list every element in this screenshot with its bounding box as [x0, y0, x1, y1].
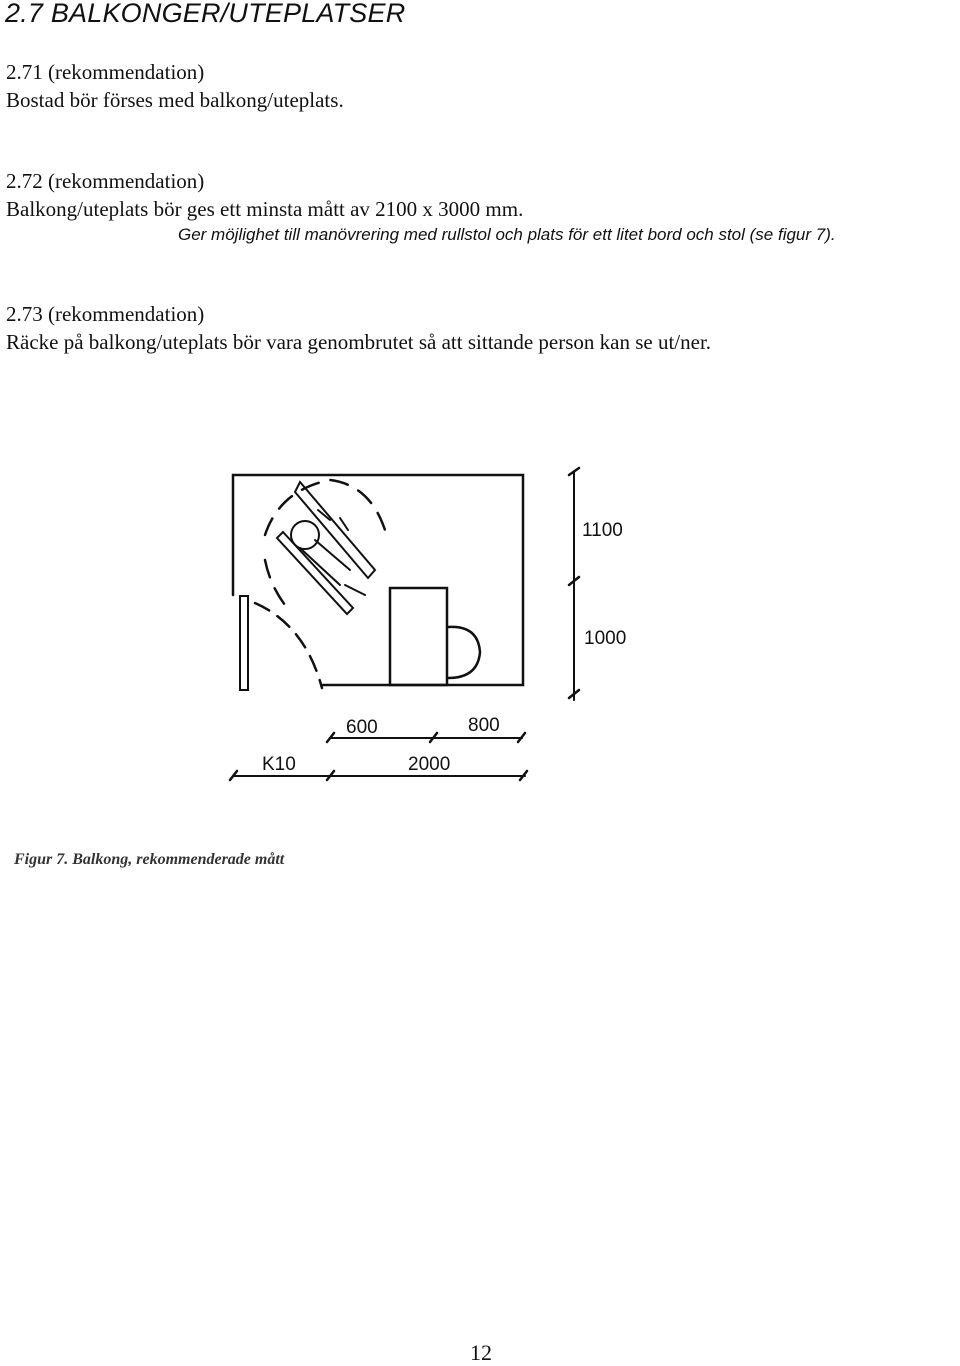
dim-label-2000: 2000 — [408, 754, 451, 775]
item-note: Ger möjlighet till manövrering med rullstol och plats för ett litet bord och stol (se figur 7). — [178, 225, 836, 244]
item-text: Balkong/uteplats bör ges ett minsta mått av 2100 x 3000 mm. — [6, 197, 524, 221]
item-2-73 — [6, 300, 711, 356]
section-heading: 2.7 BALKONGER/UTEPLATSER — [5, 0, 406, 28]
dim-label-800: 800 — [468, 715, 500, 736]
door-swing-arc — [255, 603, 322, 688]
figure-caption: Figur 7. Balkong, rekommenderade mått — [14, 851, 285, 868]
door-leaf — [240, 596, 248, 690]
balcony-plan-figure — [0, 420, 960, 900]
wheelchair-icon — [277, 482, 375, 614]
dim-label-1000: 1000 — [584, 628, 627, 649]
table — [390, 588, 447, 685]
turning-circle — [265, 480, 385, 605]
dim-label-1100: 1100 — [582, 520, 623, 541]
item-number: 2.73 (rekommendation) — [6, 302, 205, 326]
dim-label-k10: K10 — [262, 754, 296, 775]
dim-label-600: 600 — [346, 717, 378, 738]
page-number: 12 — [470, 1340, 492, 1365]
chair — [448, 627, 480, 678]
item-text: Bostad bör förses med balkong/uteplats. — [6, 88, 344, 112]
item-2-72 — [6, 167, 523, 223]
item-text: Räcke på balkong/uteplats bör vara genombrutet så att sittande person kan se ut/ner. — [6, 330, 712, 354]
item-number: 2.72 (rekommendation) — [6, 169, 205, 193]
item-number: 2.71 (rekommendation) — [6, 60, 205, 84]
item-2-71 — [6, 58, 344, 114]
